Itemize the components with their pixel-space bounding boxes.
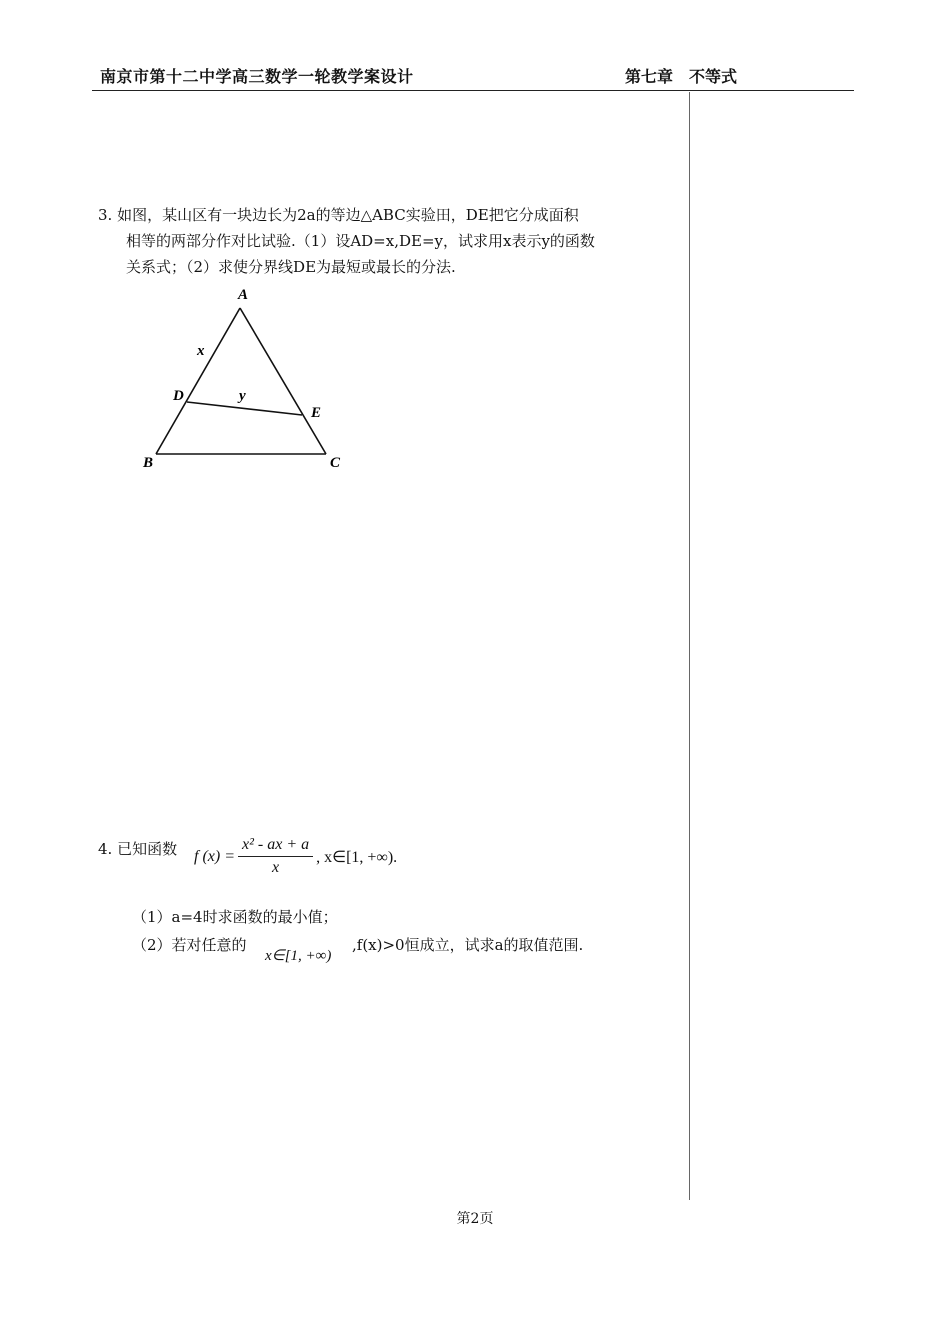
label-d: D (173, 388, 184, 404)
label-b: B (143, 455, 154, 471)
label-c: C (330, 455, 341, 471)
problem-4-part-2-formula: x∈[1, +∞) (265, 948, 332, 964)
problem-4-head: 4. 已知函数 (98, 840, 178, 858)
formula-fx: f (x) = (194, 847, 235, 865)
problem-3-line-3: 关系式；（2）求使分界线DE为最短或最长的分法. (126, 258, 456, 276)
label-e: E (311, 405, 322, 421)
label-y: y (239, 388, 246, 404)
formula-fraction (238, 836, 313, 877)
chapter-title: 第七章 不等式 (625, 67, 738, 86)
function-formula (194, 836, 397, 877)
margin-divider (689, 92, 690, 1200)
triangle-figure (140, 282, 360, 486)
page-number: 第2页 (456, 1211, 494, 1227)
formula-numerator: x² - ax + a (238, 836, 313, 857)
formula-denominator: x (272, 859, 280, 876)
problem-4-part-2-head: （2）若对任意的 (132, 936, 247, 954)
problem-3-line-2: 相等的两部分作对比试验.（1）设AD=x,DE=y，试求用x表示y的函数 (126, 232, 595, 250)
problem-3-line-1: 3. 如图，某山区有一块边长为2a的等边△ABC实验田，DE把它分成面积 (98, 206, 579, 224)
problem-3 (98, 202, 678, 280)
problem-4-part-2-tail: ,f(x)>0恒成立，试求a的取值范围. (352, 936, 584, 954)
school-title: 南京市第十二中学高三数学一轮教学案设计 (100, 67, 414, 86)
problem-4-part-1: （1）a=4时求函数的最小值； (132, 908, 338, 926)
label-x: x (197, 343, 205, 359)
page-header (92, 62, 854, 91)
formula-domain: , x∈[1, +∞). (316, 848, 398, 866)
triangle-diagram (140, 282, 360, 482)
label-a: A (238, 287, 249, 303)
side-ab (156, 308, 240, 454)
side-ac (240, 308, 326, 454)
